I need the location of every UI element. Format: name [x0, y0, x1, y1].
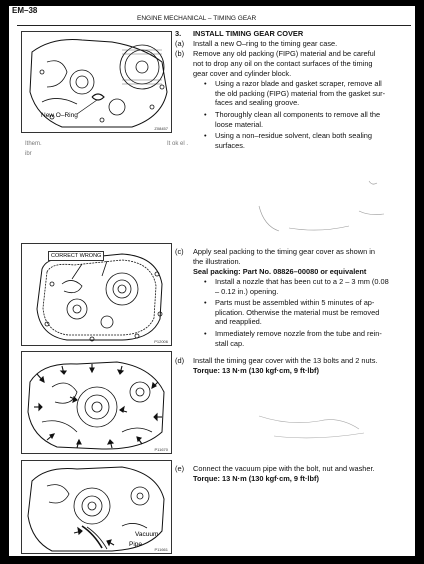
cover-bolts-illustration: [22, 352, 171, 453]
item-d-text: Install the timing gear cover with the 13 bolts and 2 nuts.: [193, 356, 378, 365]
item-e-letter: (e): [175, 464, 185, 473]
figure-cover-bolts: [21, 351, 172, 454]
item-e-text: Connect the vacuum pipe with the bolt, nut and washer.: [193, 464, 375, 473]
o-ring-label: New O–Ring: [41, 112, 78, 119]
item-b-line: not to drop any oil on the contact surfaces of the timing: [193, 59, 373, 68]
bullet-item: • Install a nozzle that has been cut to a 2 – 3 mm (0.08 – 0.12 in.) opening.: [215, 277, 389, 296]
bullet-item: • Thoroughly clean all components to remove all the loose material.: [215, 110, 380, 129]
page-id: EM–38: [12, 6, 38, 15]
header-rule: [17, 25, 411, 26]
bullet-item: • Using a razor blade and gasket scraper, remove all the old packing (FIPG) material from the gasket sur- faces and sealing groove.: [215, 79, 385, 108]
item-d-letter: (d): [175, 356, 185, 365]
bullet-item: • Using a non–residue solvent, clean both sealing surfaces.: [215, 131, 372, 150]
item-c-letter: (c): [175, 247, 184, 256]
figure-seal-packing: [21, 243, 172, 346]
step-title: INSTALL TIMING GEAR COVER: [193, 29, 304, 38]
vacuum-pipe-illustration: [22, 461, 171, 553]
figure-code: P11661: [154, 547, 168, 552]
bleed-text: ibr: [25, 151, 32, 157]
bullet-item: • Immediately remove nozzle from the tube and rein- stall cap.: [215, 329, 382, 348]
bleed-scribble: [254, 401, 394, 451]
item-a-letter: (a): [175, 39, 185, 48]
item-c-line: Apply seal packing to the timing gear cover as shown in: [193, 247, 375, 256]
manual-page: [9, 6, 415, 556]
running-head: ENGINE MECHANICAL – TIMING GEAR: [137, 15, 257, 22]
item-b-line: gear cover and cylinder block.: [193, 69, 292, 78]
vacuum-pipe-label: Vacuum: [135, 531, 159, 538]
item-d-torque: Torque: 13 N·m (130 kgf·cm, 9 ft·lbf): [193, 366, 319, 375]
vacuum-pipe-label: Pipe: [129, 541, 143, 548]
item-a-text: Install a new O–ring to the timing gear case.: [193, 39, 338, 48]
bleed-scribble: [249, 166, 399, 236]
figure-vacuum-pipe: [21, 460, 172, 554]
figure-o-ring: [21, 31, 172, 133]
item-e-torque: Torque: 13 N·m (130 kgf·cm, 9 ft·lbf): [193, 474, 319, 483]
bullet-item: • Parts must be assembled within 5 minutes of ap- plication. Otherwise the material must be removed and reapplied.: [215, 298, 379, 327]
figure-code: P12006: [154, 339, 168, 344]
item-c-line: the illustration.: [193, 257, 241, 266]
figure-code: P11670: [154, 447, 168, 452]
figure-code: Z08457: [154, 126, 168, 131]
seal-packing-part-number: Seal packing: Part No. 08826–00080 or equivalent: [193, 267, 367, 276]
item-b-letter: (b): [175, 49, 185, 58]
item-b-line: Remove any old packing (FIPG) material and be careful: [193, 49, 376, 58]
bleed-text: Ithem.: [25, 141, 42, 147]
step-number: 3.: [175, 29, 182, 38]
correct-wrong-callout: CORRECT WRONG: [48, 251, 104, 261]
bleed-text: It ok el .: [167, 141, 189, 147]
